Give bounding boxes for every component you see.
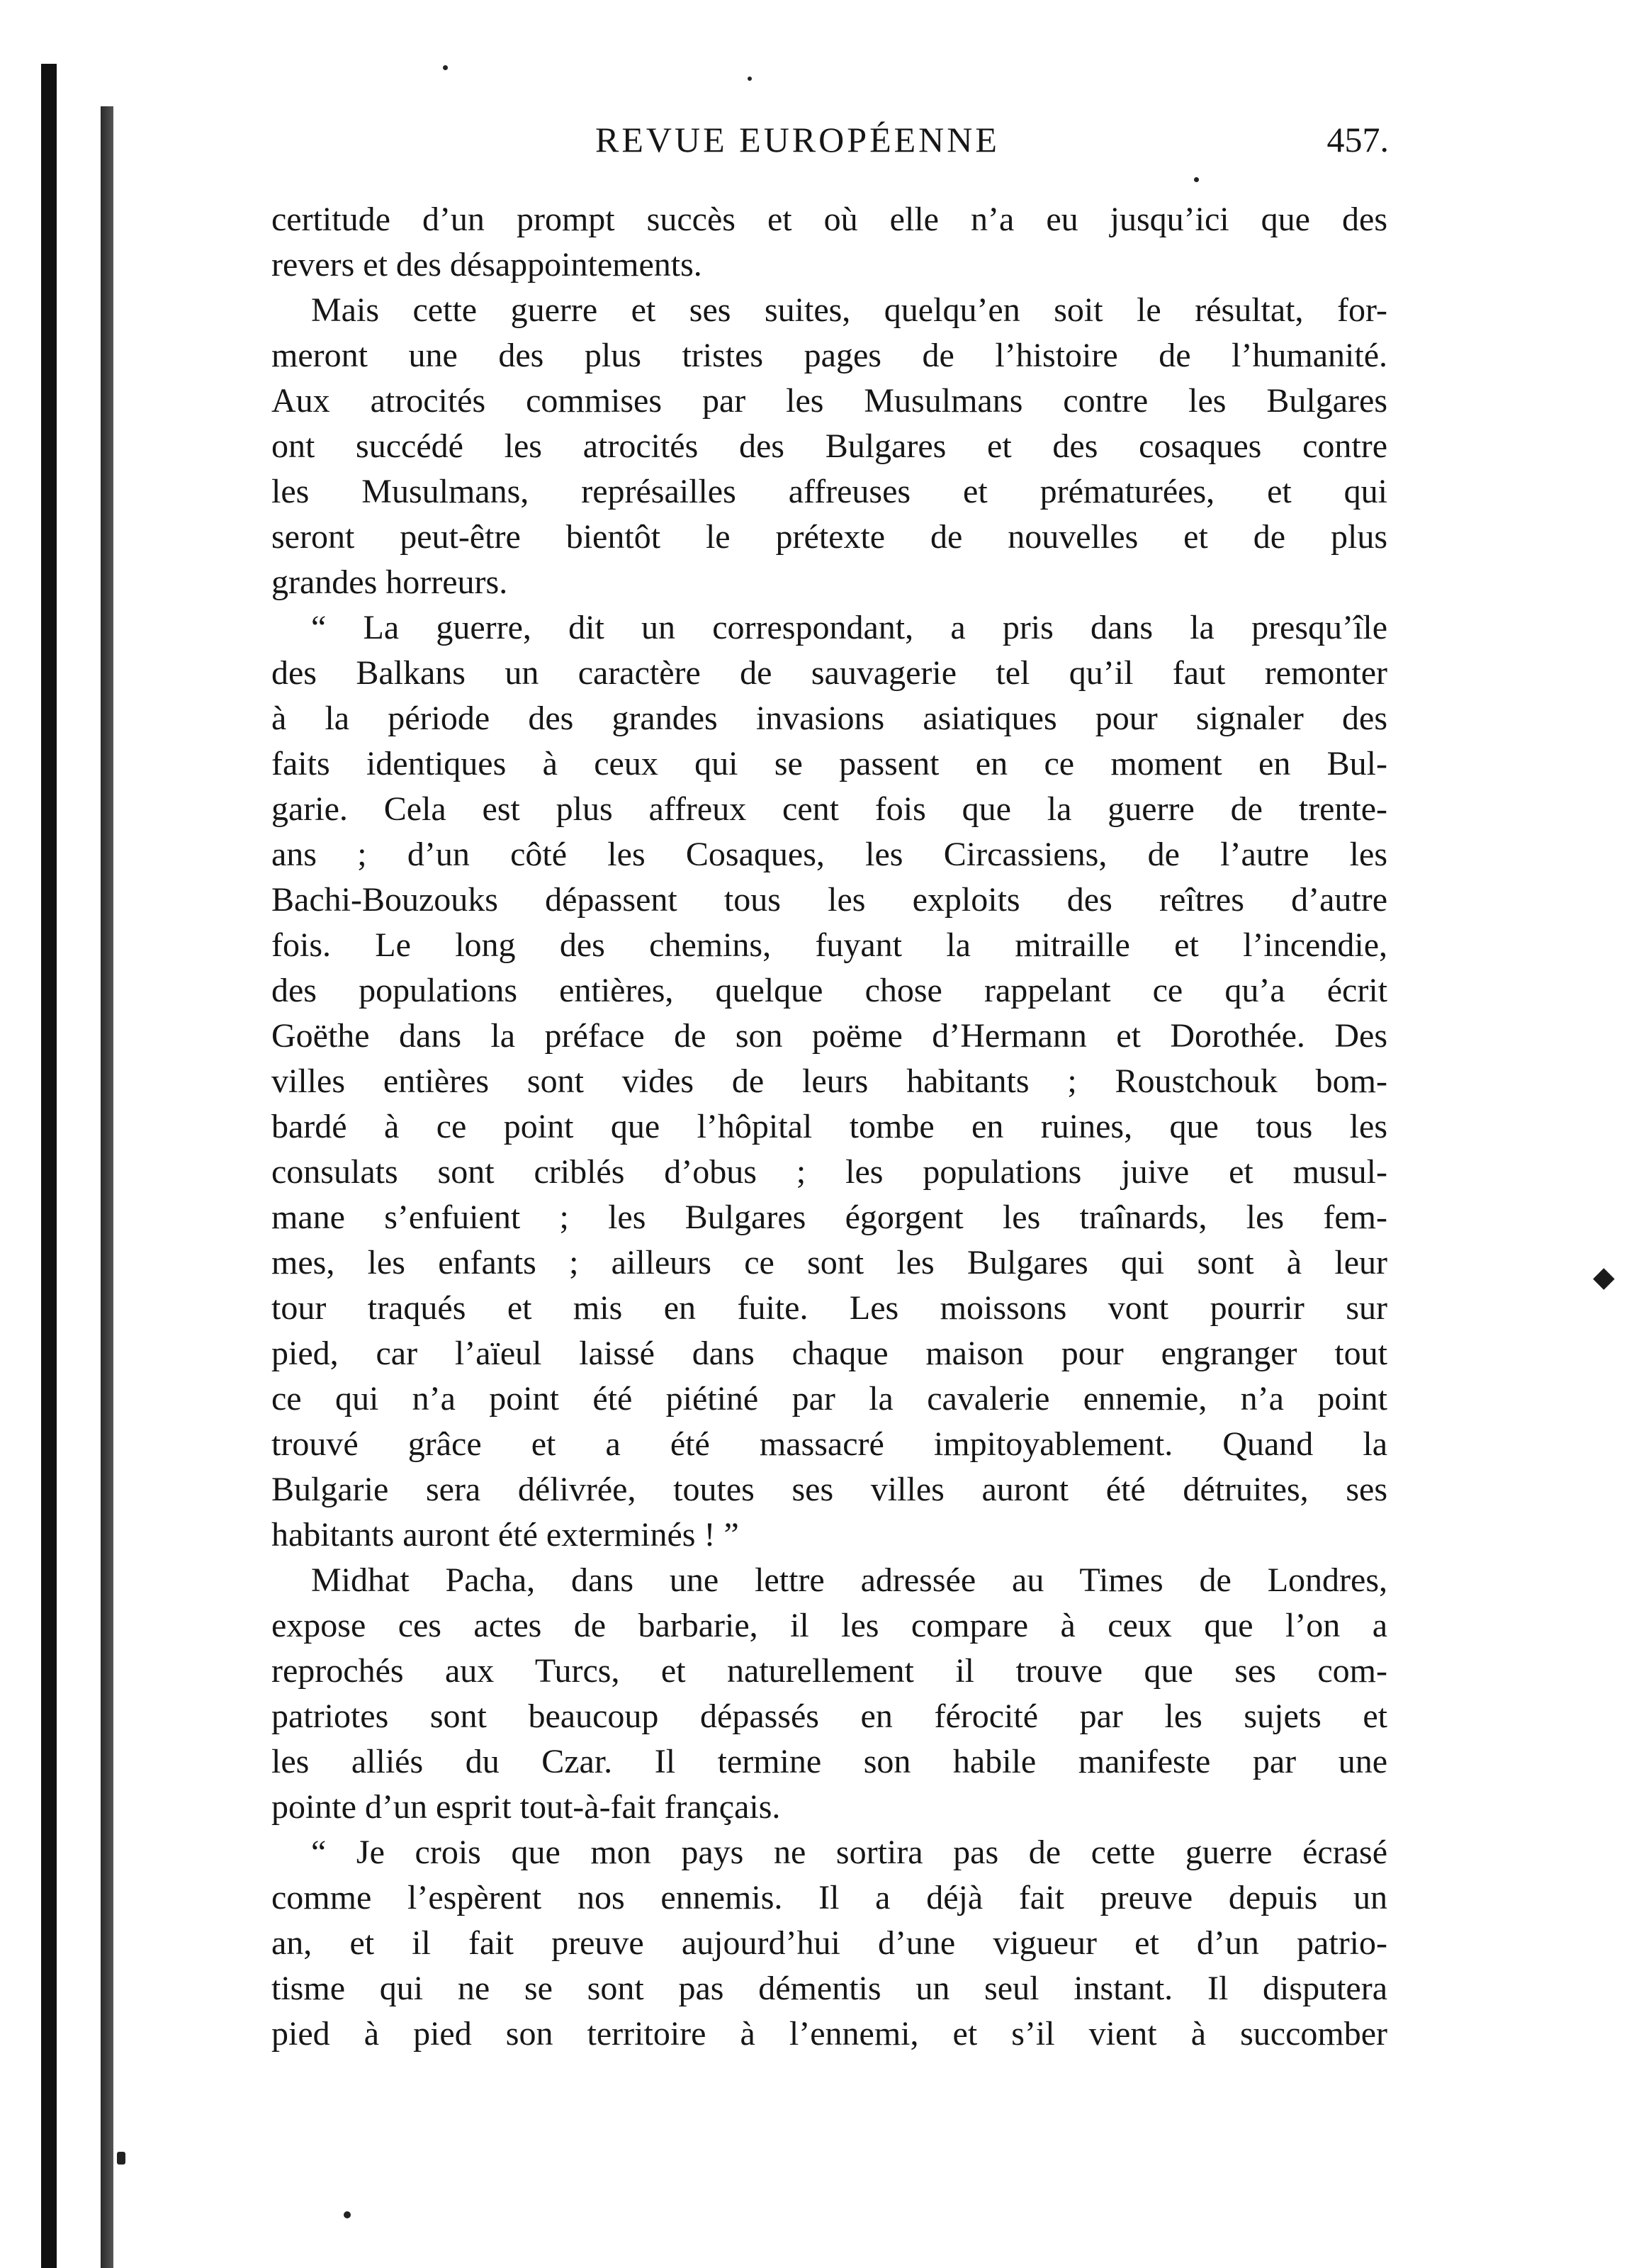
text-line: des Balkans un caractère de sauvagerie tel qu’il faut remonter [271,654,1387,692]
text-line: certitude d’un prompt succès et où elle n’a eu jusqu’ici que des [271,201,1387,238]
text-line: tisme qui ne se sont pas démentis un seul instant. Il disputera [271,1970,1387,2007]
text-line: revers et des désappointements. [271,246,702,284]
text-line: seront peut-être bientôt le prétexte de nouvelles et de plus [271,518,1387,556]
text-line: les alliés du Czar. Il termine son habile manifeste par une [271,1743,1387,1780]
text-line: mes, les enfants ; ailleurs ce sont les Bulgares qui sont à leur [271,1244,1387,1281]
text-line: pied, car l’aïeul laissé dans chaque maison pour engranger tout [271,1335,1387,1372]
text-line: Bachi-Bouzouks dépassent tous les exploits des reîtres d’autre [271,881,1387,919]
ink-speck [1194,177,1199,182]
text-line: Midhat Pacha, dans une lettre adressée au Times de Londres, [311,1561,1387,1599]
running-title: REVUE EUROPÉENNE [595,120,1000,159]
text-line: grandes horreurs. [271,563,508,601]
text-line: trouvé grâce et a été massacré impitoyablement. Quand la [271,1425,1387,1463]
text-line: “ La guerre, dit un correspondant, a pris dans la presqu’île [311,609,1387,646]
ink-speck [117,2152,125,2165]
text-line: fois. Le long des chemins, fuyant la mitraille et l’incendie, [271,926,1387,964]
text-line: pointe d’un esprit tout-à-fait français. [271,1788,781,1826]
ink-speck [748,77,752,81]
text-line: tour traqués et mis en fuite. Les moissons vont pourrir sur [271,1289,1387,1327]
text-line: les Musulmans, représailles affreuses et prématurées, et qui [271,473,1387,510]
ink-speck [344,2211,351,2218]
text-line: meront une des plus tristes pages de l’histoire de l’humanité. [271,337,1387,374]
text-line: des populations entières, quelque chose rappelant ce qu’a écrit [271,972,1387,1009]
text-line: reprochés aux Turcs, et naturellement il trouve que ses com- [271,1652,1387,1690]
text-line: garie. Cela est plus affreux cent fois que la guerre de trente- [271,790,1387,828]
text-line: an, et il fait preuve aujourd’hui d’une vigueur et d’un patrio- [271,1924,1387,1962]
body-text [271,197,1387,2057]
text-line: “ Je crois que mon pays ne sortira pas de cette guerre écrasé [311,1834,1387,1871]
text-line: pied à pied son territoire à l’ennemi, et s’il vient à succomber [271,2015,1387,2053]
text-line: mane s’enfuient ; les Bulgares égorgent les traînards, les fem- [271,1198,1387,1236]
text-line: Goëthe dans la préface de son poëme d’Hermann et Dorothée. Des [271,1017,1387,1055]
page-number: 457. [1326,120,1389,159]
text-line: bardé à ce point que l’hôpital tombe en ruines, que tous les [271,1108,1387,1145]
text-line: ce qui n’a point été piétiné par la cavalerie ennemie, n’a point [271,1380,1387,1418]
text-line: Bulgarie sera délivrée, toutes ses villes auront été détruites, ses [271,1471,1387,1508]
text-line: comme l’espèrent nos ennemis. Il a déjà fait preuve depuis un [271,1879,1387,1916]
text-line: villes entières sont vides de leurs habitants ; Roustchouk bom- [271,1062,1387,1100]
text-line: patriotes sont beaucoup dépassés en férocité par les sujets et [271,1697,1387,1735]
text-line: Mais cette guerre et ses suites, quelqu’en soit le résultat, for- [311,291,1387,329]
page-gutter-shadow [101,106,113,2268]
text-line: consulats sont criblés d’obus ; les populations juive et musul- [271,1153,1387,1191]
text-line: expose ces actes de barbarie, il les compare à ceux que l’on a [271,1607,1387,1644]
text-line: à la période des grandes invasions asiatiques pour signaler des [271,700,1387,737]
text-line: habitants auront été exterminés ! ” [271,1516,739,1554]
running-head [269,119,1389,176]
text-line: ans ; d’un côté les Cosaques, les Circassiens, de l’autre les [271,836,1387,873]
text-line: faits identiques à ceux qui se passent en ce moment en Bul- [271,745,1387,782]
ink-speck [443,65,448,70]
text-line: Aux atrocités commises par les Musulmans contre les Bulgares [271,382,1387,420]
text-line: ont succédé les atrocités des Bulgares et des cosaques contre [271,427,1387,465]
page-binding-edge [41,64,57,2268]
margin-mark-icon: ◆ [1593,1261,1615,1293]
